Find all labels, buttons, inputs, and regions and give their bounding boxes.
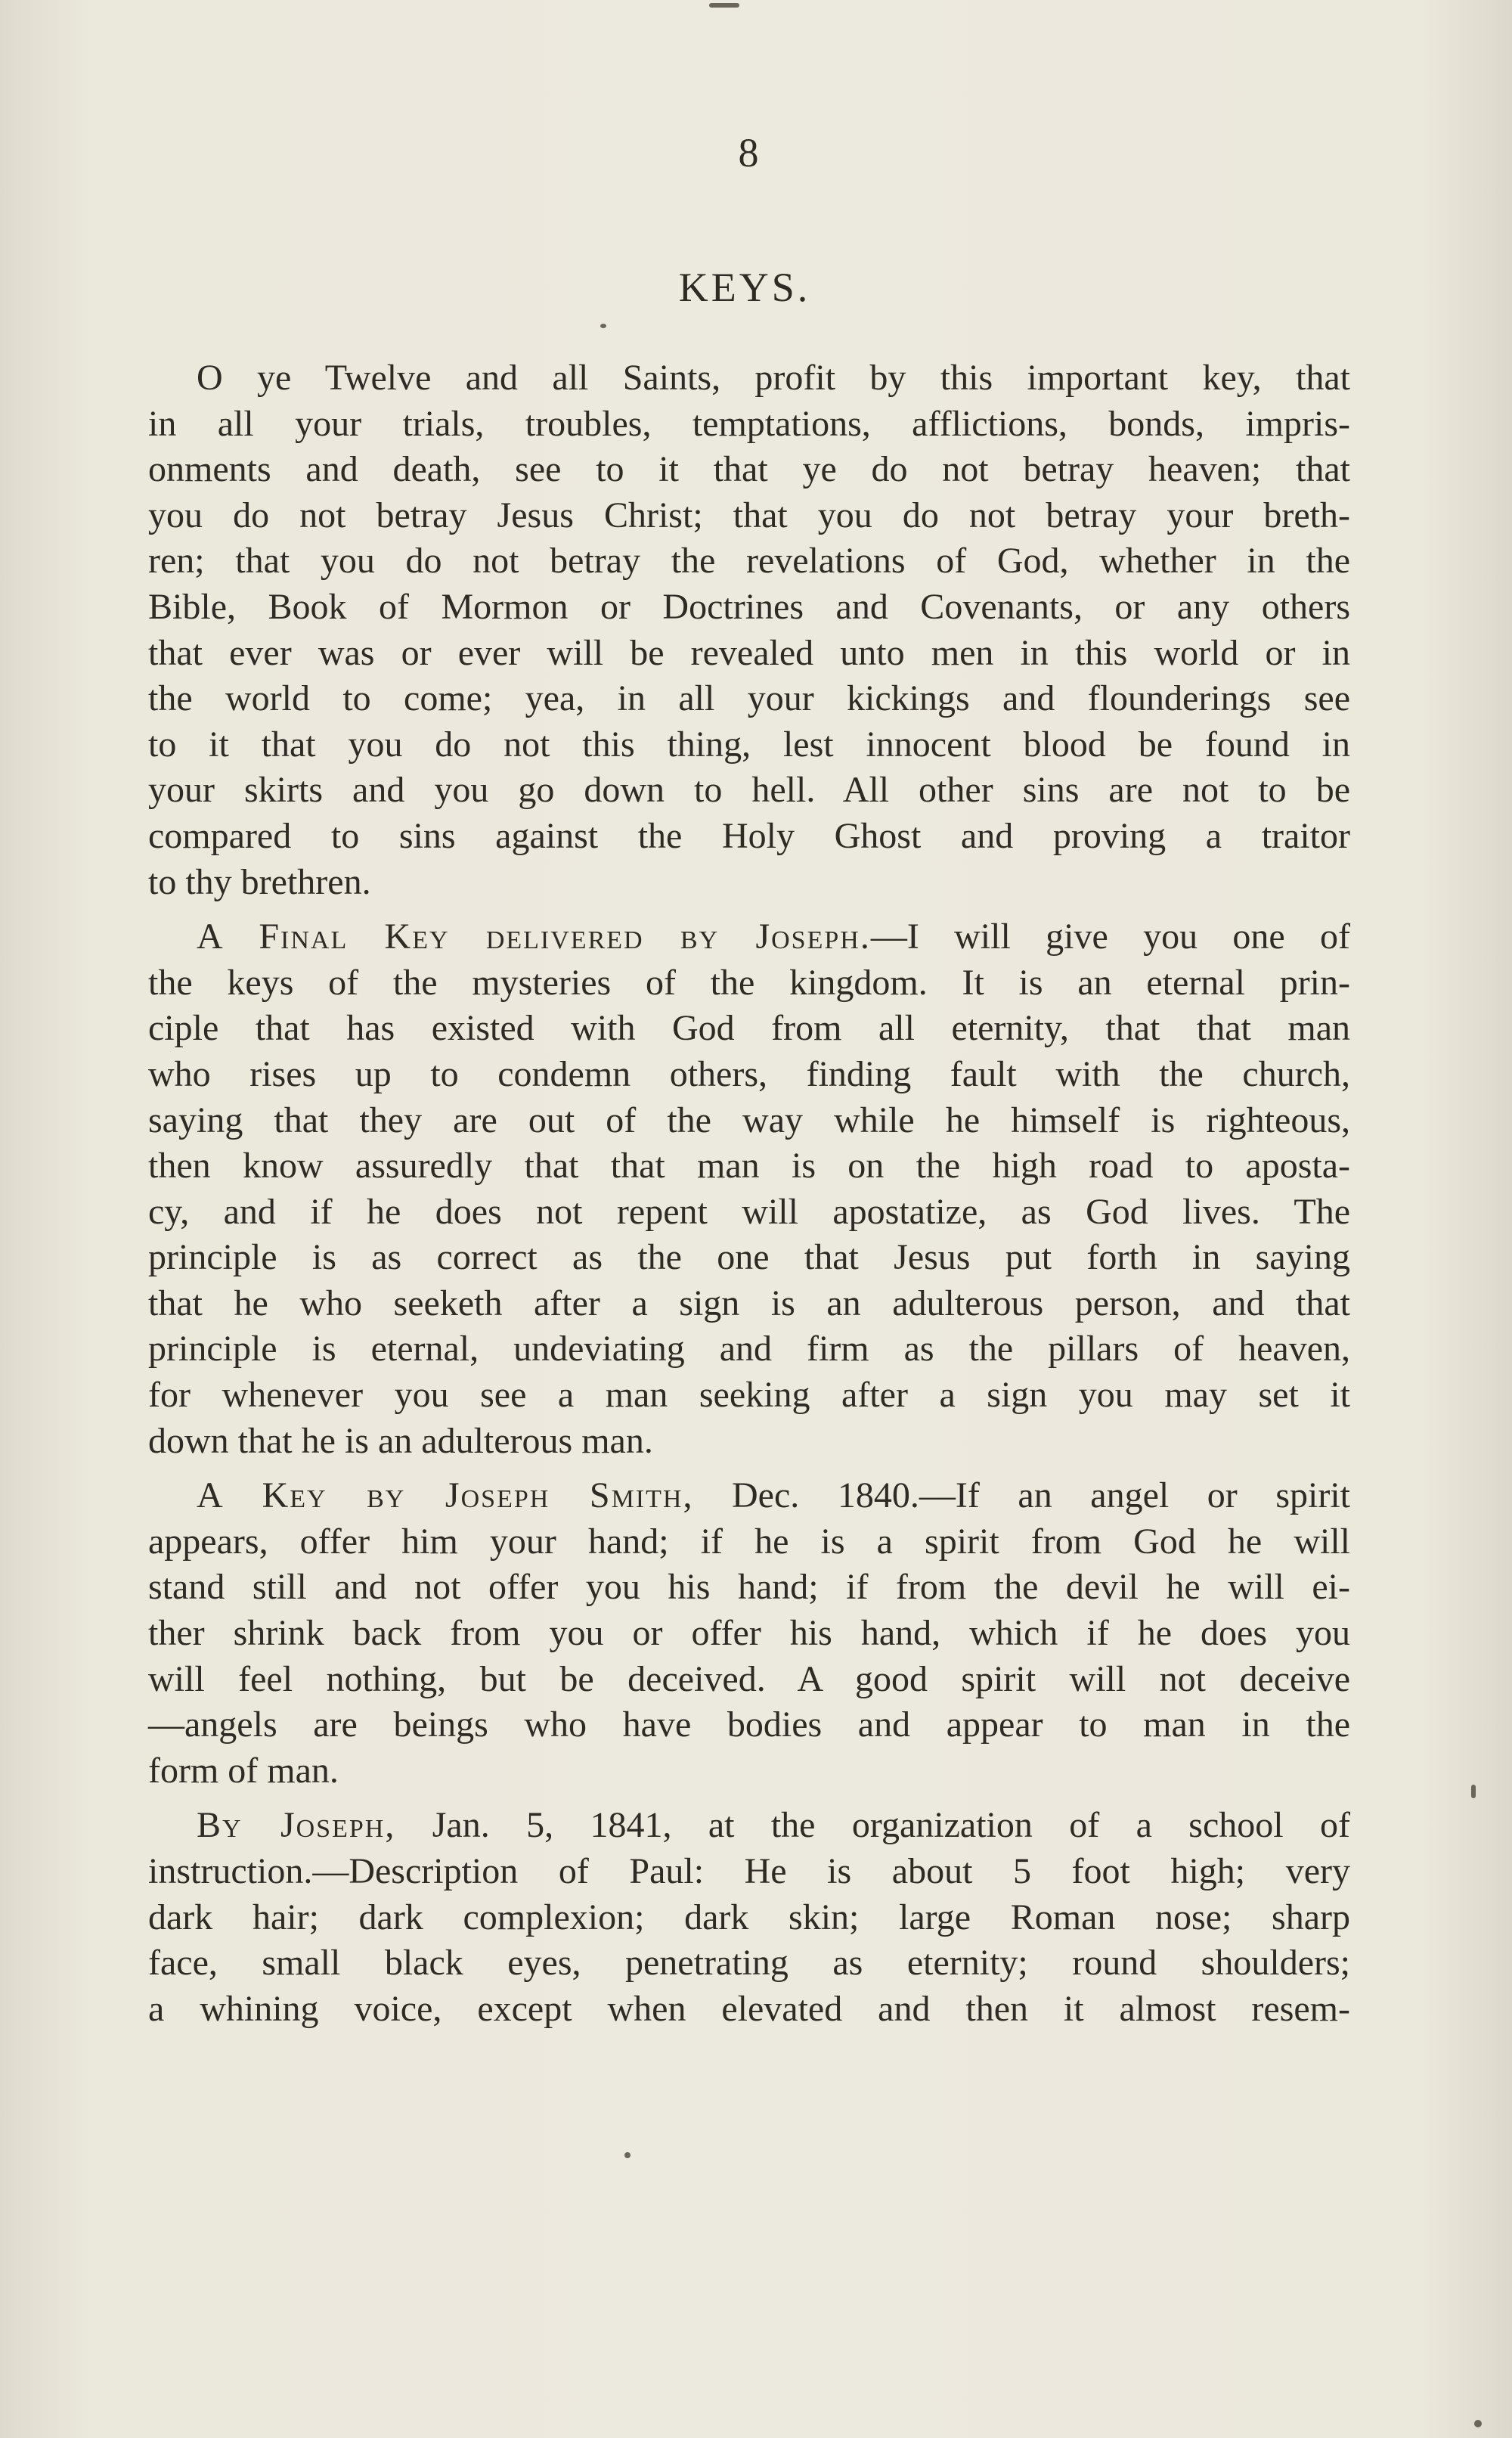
text-line: you do not betray Jesus Christ; that you do not betray your breth-	[148, 495, 1350, 535]
text-line: stand still and not offer you his hand; if from the devil he will ei-	[148, 1567, 1350, 1608]
text-line: then know assuredly that that man is on the high road to aposta-	[148, 1146, 1350, 1186]
text-line: down that he is an adulterous man.	[148, 1420, 653, 1461]
scan-speck	[709, 3, 739, 8]
text-line: who rises up to condemn others, finding fault with the church,	[148, 1053, 1350, 1094]
text-run: Jan. 5, 1841, at the organization of a school of	[395, 1805, 1350, 1846]
text-line: for whenever you see a man seeking after a sign you may set it	[148, 1375, 1350, 1416]
text-line	[148, 1803, 1350, 1849]
text-line: to thy brethren.	[148, 861, 371, 902]
text-line: principle is eternal, undeviating and firm as the pillars of heaven,	[148, 1329, 1350, 1369]
paragraph-keys-intro	[148, 355, 1350, 905]
text-line: instruction.—Description of Paul: He is about 5 foot high; very	[148, 1851, 1350, 1891]
text-line	[148, 1473, 1350, 1519]
scan-speck	[1471, 1785, 1476, 1798]
scan-speck	[624, 2152, 631, 2158]
text-run: —I will give you one of	[870, 917, 1350, 957]
text-line: appears, offer him your hand; if he is a spirit from God he will	[148, 1521, 1350, 1562]
text-line: your skirts and you go down to hell. All other sins are not to be	[148, 770, 1350, 811]
text-line: ther shrink back from you or offer his hand, which if he does you	[148, 1613, 1350, 1654]
paragraph-final-key	[148, 914, 1350, 1464]
text-line: the world to come; yea, in all your kickings and flounderings see	[148, 678, 1350, 719]
scan-speck	[600, 324, 606, 328]
body-text	[148, 355, 1350, 2041]
text-line: saying that they are out of the way while he himself is righteous,	[148, 1100, 1350, 1140]
text-line: form of man.	[148, 1750, 339, 1791]
text-line: a whining voice, except when elevated and then it almost resem-	[148, 1988, 1350, 2029]
page-heading: KEYS.	[678, 265, 811, 310]
text-line: ciple that has existed with God from all eternity, that that man	[148, 1008, 1350, 1049]
text-line: the keys of the mysteries of the kingdom. It is an eternal prin-	[148, 962, 1350, 1003]
text-run: Dec. 1840.—If an angel or spirit	[693, 1475, 1350, 1516]
text-line: ren; that you do not betray the revelations of God, whether in the	[148, 541, 1350, 582]
text-line: to it that you do not this thing, lest innocent blood be found in	[148, 724, 1350, 765]
section-lead: A Key by Joseph Smith,	[197, 1475, 694, 1516]
section-lead: A Final Key delivered by Joseph.	[197, 917, 871, 957]
text-line: cy, and if he does not repent will apostatize, as God lives. The	[148, 1191, 1350, 1232]
text-line: that he who seeketh after a sign is an adulterous person, and that	[148, 1283, 1350, 1323]
paragraph-description-of-paul	[148, 1803, 1350, 2032]
text-line: compared to sins against the Holy Ghost and proving a traitor	[148, 815, 1350, 856]
text-line: —angels are beings who have bodies and appear to man in the	[148, 1704, 1350, 1745]
text-line: O ye Twelve and all Saints, profit by this important key, that	[197, 358, 1350, 398]
text-line: that ever was or ever will be revealed unto men in this world or in	[148, 632, 1350, 673]
page-number: 8	[738, 130, 759, 175]
text-line: in all your trials, troubles, temptations, afflictions, bonds, impris-	[148, 403, 1350, 444]
text-line	[148, 914, 1350, 960]
text-line: will feel nothing, but be deceived. A good spirit will not deceive	[148, 1658, 1350, 1699]
text-line: dark hair; dark complexion; dark skin; large Roman nose; sharp	[148, 1897, 1350, 1937]
text-line: face, small black eyes, penetrating as eternity; round shoulders;	[148, 1943, 1350, 1984]
section-lead: By Joseph,	[197, 1805, 396, 1846]
scan-speck	[1474, 2420, 1482, 2427]
text-line: Bible, Book of Mormon or Doctrines and Covenants, or any others	[148, 586, 1350, 627]
text-line: principle is as correct as the one that Jesus put forth in saying	[148, 1237, 1350, 1278]
text-line: onments and death, see to it that ye do not betray heaven; that	[148, 449, 1350, 490]
paragraph-key-joseph-smith	[148, 1473, 1350, 1794]
